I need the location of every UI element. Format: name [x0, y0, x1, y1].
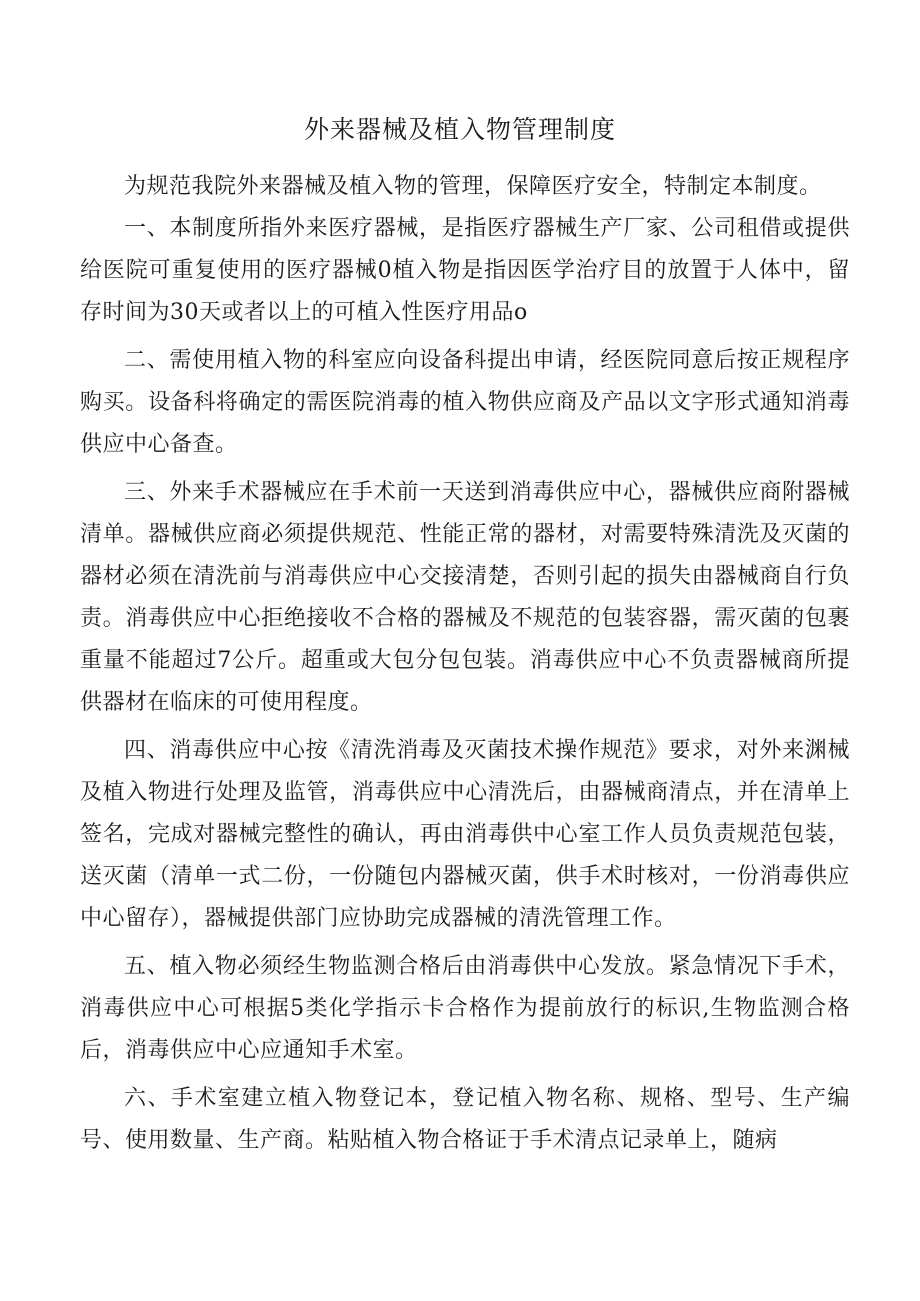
section-4-paragraph: 四、消毒供应中心按《清洗消毒及灭菌技术操作规范》要求，对外来渊械及植入物进行处理及监管，消毒供应中心清洗后，由器械商清点，并在清单上签名，完成对器械完整性的确认，再由消毒供中心室工作人员负责规范包装，送灭菌（清单一式二份，一份随包内器械灭菌，供手术时核对，一份消毒供应中心留存），器械提供部门应协助完成器械的清洗管理工作。 — [80, 738, 850, 931]
section-3-paragraph: 三、外来手术器械应在手术前一天送到消毒供应中心，器械供应商附器械清单。器械供应商必须提供规范、性能正常的器材，对需要特殊清洗及灭菌的器材必须在清洗前与消毒供应中心交接清楚，否则引起的损失由器械商自行负责。消毒供应中心拒绝接收不合格的器械及不规范的包装容器，需灭菌的包裹重量不能超过7公斤。超重或大包分包包装。消毒供应中心不负责器械商所提供器材在临床的可使用程度。 — [80, 480, 850, 715]
section-2-paragraph: 二、需使用植入物的科室应向设备科提出申请，经医院同意后按正规程序购买。设备科将确定的需医院消毒的植入物供应商及产品以文字形式通知消毒供应中心备查。 — [80, 348, 850, 457]
section-5-paragraph: 五、植入物必须经生物监测合格后由消毒供中心发放。紧急情况下手术，消毒供应中心可根据5类化学指示卡合格作为提前放行的标识,生物监测合格后，消毒供应中心应通知手术室。 — [80, 954, 850, 1063]
document-title: 外来器械及植入物管理制度 — [303, 115, 616, 144]
section-1-paragraph: 一、本制度所指外来医疗器械，是指医疗器械生产厂家、公司租借或提供给医院可重复使用的医疗器械0植入物是指因医学治疗目的放置于人体中，留存时间为30天或者以上的可植入性医疗用品o — [80, 216, 850, 325]
section-6-paragraph: 六、手术室建立植入物登记本，登记植入物名称、规格、型号、生产编号、使用数量、生产商。粘贴植入物合格证于手术清点记录单上，随病 — [80, 1086, 850, 1153]
intro-paragraph: 为规范我院外来器械及植入物的管理，保障医疗安全，特制定本制度。 — [124, 174, 822, 199]
document-body — [80, 166, 850, 1168]
